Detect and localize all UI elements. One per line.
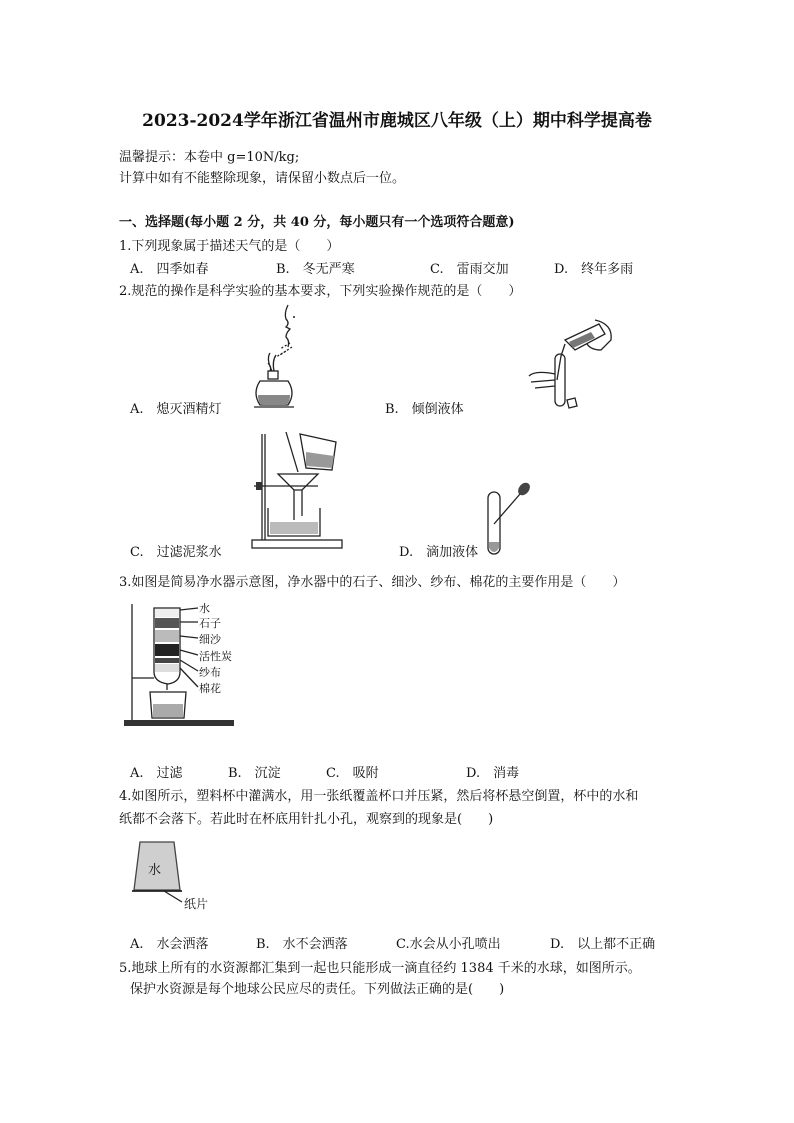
- q1-stem: 1.下列现象属于描述天气的是（ ）: [119, 239, 340, 254]
- q1-option-b: B. 冬无严寒: [276, 262, 355, 277]
- q3-option-c: C. 吸附: [326, 766, 379, 781]
- cup-paper-label: 纸片: [184, 897, 209, 911]
- q3-option-a: A. 过滤: [130, 766, 183, 781]
- q5-stem-line-2: 保护水资源是每个地球公民应尽的责任。下列做法正确的是( ): [130, 982, 505, 997]
- water-purifier-figure: [122, 600, 252, 732]
- pouring-liquid-figure: [525, 320, 615, 412]
- q2-option-d: D. 滴加液体: [399, 545, 479, 560]
- q4-option-b: B. 水不会洒落: [256, 937, 348, 952]
- purifier-label-gauze: 纱布: [199, 666, 221, 679]
- q1-option-a: A. 四季如春: [130, 262, 209, 277]
- tip-line-2: 计算中如有不能整除现象，请保留小数点后一位。: [119, 171, 406, 186]
- q2-option-c: C. 过滤泥浆水: [130, 545, 222, 560]
- purifier-label-carbon: 活性炭: [199, 650, 232, 663]
- q3-stem: 3.如图是简易净水器示意图，净水器中的石子、细沙、纱布、棉花的主要作用是（ ）: [119, 575, 626, 590]
- q4-stem-line-1: 4.如图所示，塑料杯中灌满水，用一张纸覆盖杯口并压紧，然后将杯悬空倒置，杯中的水和: [119, 789, 639, 804]
- purifier-label-cotton: 棉花: [199, 682, 221, 695]
- purifier-label-water: 水: [199, 602, 210, 615]
- q2-option-a: A. 熄灭酒精灯: [130, 402, 222, 417]
- q1-option-c: C. 雷雨交加: [430, 262, 509, 277]
- q4-option-a: A. 水会洒落: [130, 937, 209, 952]
- q4-stem-line-2: 纸都不会落下。若此时在杯底用针扎小孔，观察到的现象是( ): [119, 812, 494, 827]
- inverted-cup-figure: [128, 838, 228, 914]
- cup-water-label: 水: [148, 863, 162, 878]
- tip-line-1: 温馨提示：本卷中 g=10N/kg;: [119, 150, 300, 165]
- q3-option-d: D. 消毒: [466, 766, 520, 781]
- q5-stem-line-1: 5.地球上所有的水资源都汇集到一起也只能形成一滴直径约 1384 千米的水球，如图所示。: [119, 961, 641, 976]
- section-heading: 一、选择题(每小题 2 分，共 40 分，每小题只有一个选项符合题意): [119, 215, 515, 230]
- q1-option-d: D. 终年多雨: [554, 262, 634, 277]
- purifier-label-stones: 石子: [199, 617, 221, 630]
- filtration-figure: [248, 428, 348, 552]
- q3-option-b: B. 沉淀: [228, 766, 281, 781]
- q4-option-c: C.水会从小孔喷出: [396, 937, 501, 952]
- q2-stem: 2.规范的操作是科学实验的基本要求，下列实验操作规范的是（ ）: [119, 284, 522, 299]
- alcohol-lamp-figure: [250, 303, 310, 415]
- dropper-figure: [480, 480, 540, 560]
- page-title: 2023-2024学年浙江省温州市鹿城区八年级（上）期中科学提高卷: [142, 111, 652, 131]
- purifier-label-sand: 细沙: [199, 633, 221, 646]
- q2-option-b: B. 倾倒液体: [385, 402, 464, 417]
- q4-option-d: D. 以上都不正确: [550, 937, 656, 952]
